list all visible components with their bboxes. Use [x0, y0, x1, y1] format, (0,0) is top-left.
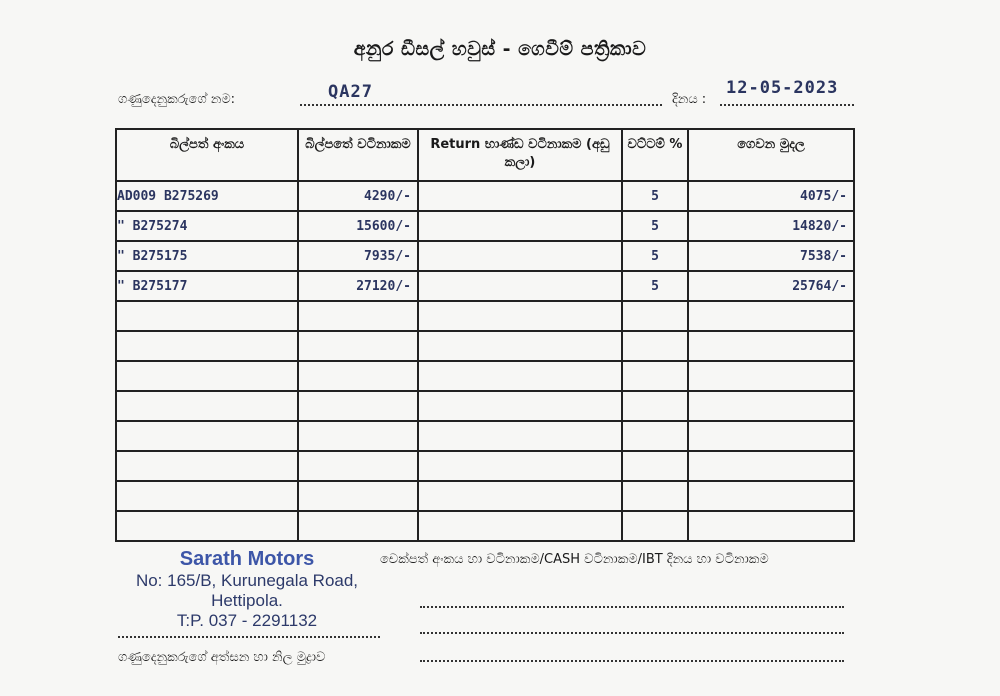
bill-no-cell — [116, 331, 298, 361]
bill-no-cell: AD009 B275269 — [116, 181, 298, 211]
column-header-return: Return භාණ්ඩ වටිනාකම (අඩු කලා) — [418, 129, 622, 181]
bill-value-cell — [298, 421, 418, 451]
bill-no-cell — [116, 361, 298, 391]
stamp-address-line: No: 165/B, Kurunegala Road, — [135, 571, 359, 590]
table-row — [116, 301, 854, 331]
payment-cell — [688, 361, 854, 391]
date-value: 12-05-2023 — [726, 78, 839, 98]
table-header-row — [116, 129, 854, 181]
return-value-cell — [418, 301, 622, 331]
return-value-cell — [418, 511, 622, 541]
payment-cell — [688, 391, 854, 421]
payment-cell: 25764/- — [688, 271, 854, 301]
bill-value-cell — [298, 481, 418, 511]
payment-cell — [688, 511, 854, 541]
bill-value-cell — [298, 451, 418, 481]
signature-dotted-line — [420, 660, 844, 662]
bill-no-cell — [116, 421, 298, 451]
payment-cell — [688, 451, 854, 481]
table-row — [116, 181, 854, 211]
bill-no-cell — [116, 511, 298, 541]
discount-cell — [622, 361, 688, 391]
bill-no-cell: " B275175 — [116, 241, 298, 271]
discount-cell — [622, 451, 688, 481]
discount-cell — [622, 511, 688, 541]
return-value-cell — [418, 181, 622, 211]
table-row — [116, 511, 854, 541]
column-header-bill-value: බිල්පතේ වටිනාකම — [298, 129, 418, 181]
discount-cell: 5 — [622, 271, 688, 301]
bill-value-cell — [298, 331, 418, 361]
discount-cell — [622, 481, 688, 511]
return-value-cell — [418, 421, 622, 451]
creditor-value: QA27 — [328, 82, 373, 102]
bills-table — [115, 128, 855, 542]
discount-cell — [622, 301, 688, 331]
return-value-cell — [418, 331, 622, 361]
payment-cell — [688, 331, 854, 361]
company-stamp — [118, 548, 376, 631]
bill-no-cell — [116, 481, 298, 511]
signature-label: ගණුදෙනුකරුගේ අත්සන හා නිල මුද්‍රාව — [118, 650, 326, 665]
payment-cell — [688, 481, 854, 511]
bill-no-cell — [116, 301, 298, 331]
table-row — [116, 391, 854, 421]
bill-no-cell: " B275274 — [116, 211, 298, 241]
cheque-dotted-line-2 — [420, 632, 844, 634]
table-row — [116, 211, 854, 241]
payment-cell — [688, 421, 854, 451]
discount-cell — [622, 421, 688, 451]
table-row — [116, 271, 854, 301]
bill-value-cell — [298, 301, 418, 331]
stamp-phone-line: T:P. 037 - 2291132 — [176, 611, 318, 630]
bill-no-cell: " B275177 — [116, 271, 298, 301]
bill-value-cell: 7935/- — [298, 241, 418, 271]
bill-value-cell: 15600/- — [298, 211, 418, 241]
bill-value-cell: 27120/- — [298, 271, 418, 301]
date-dotted-line — [720, 104, 854, 106]
payment-cell: 14820/- — [688, 211, 854, 241]
document-title: අනුර ඩීසල් හවුස් - ගෙවීම් පත්‍රිකාව — [353, 38, 647, 60]
bill-no-cell — [116, 391, 298, 421]
return-value-cell — [418, 211, 622, 241]
stamp-dotted-line — [118, 636, 380, 638]
discount-cell — [622, 331, 688, 361]
table-row — [116, 241, 854, 271]
table-row — [116, 451, 854, 481]
creditor-dotted-line — [300, 104, 662, 106]
creditor-label: ගණුදෙනුකරුගේ නම: — [118, 92, 236, 107]
bill-value-cell — [298, 361, 418, 391]
table-row — [116, 481, 854, 511]
return-value-cell — [418, 241, 622, 271]
payment-cell: 7538/- — [688, 241, 854, 271]
payment-cell — [688, 301, 854, 331]
return-value-cell — [418, 271, 622, 301]
discount-cell: 5 — [622, 181, 688, 211]
bill-value-cell: 4290/- — [298, 181, 418, 211]
return-value-cell — [418, 361, 622, 391]
cheque-details-label: චෙක්පත් අංකය හා වටිනාකම/CASH වටිනාකම/IBT දිනය හා වටිනාකම — [380, 552, 769, 567]
return-value-cell — [418, 481, 622, 511]
discount-cell: 5 — [622, 241, 688, 271]
table-row — [116, 421, 854, 451]
discount-cell: 5 — [622, 211, 688, 241]
stamp-company-name: Sarath Motors — [179, 548, 315, 570]
column-header-discount: වට්ටම් % — [622, 129, 688, 181]
return-value-cell — [418, 391, 622, 421]
table-row — [116, 331, 854, 361]
stamp-town-line: Hettipola. — [211, 591, 283, 610]
column-header-bill-no: බිල්පත් අංකය — [116, 129, 298, 181]
return-value-cell — [418, 451, 622, 481]
payment-cell: 4075/- — [688, 181, 854, 211]
column-header-payment: ගෙවන මුදල — [688, 129, 854, 181]
discount-cell — [622, 391, 688, 421]
bill-value-cell — [298, 511, 418, 541]
table-row — [116, 361, 854, 391]
bill-no-cell — [116, 451, 298, 481]
cheque-dotted-line-1 — [420, 606, 844, 608]
bill-value-cell — [298, 391, 418, 421]
date-label: දිනය : — [672, 92, 707, 107]
